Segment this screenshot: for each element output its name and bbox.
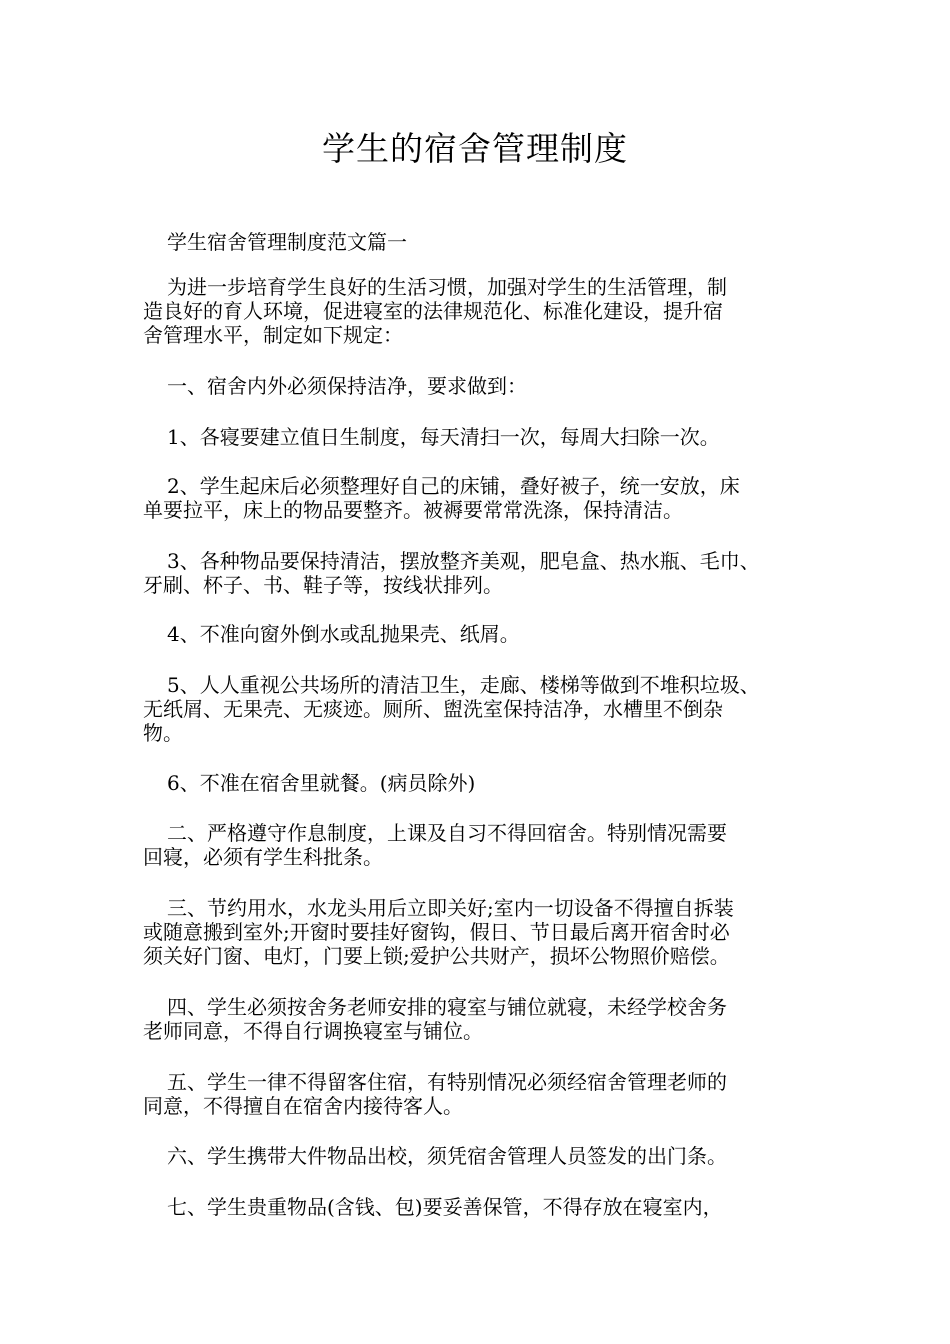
paragraph-line: 六、学生携带大件物品出校，须凭宿舍管理人员签发的出门条。 — [167, 1144, 727, 1168]
section-heading — [143, 230, 833, 254]
paragraph-rule-7 — [143, 1195, 833, 1219]
paragraph-line: 七、学生贵重物品(含钱、包)要妥善保管，不得存放在寝室内， — [167, 1195, 723, 1219]
paragraph-item-3 — [143, 549, 833, 597]
paragraph-line: 一、宿舍内外必须保持洁净，要求做到： — [167, 374, 527, 398]
paragraph-item-5 — [143, 673, 833, 745]
paragraph-line: 物。 — [143, 721, 183, 745]
paragraph-item-4 — [143, 622, 833, 646]
paragraph-line: 单要拉平，床上的物品要整齐。被褥要常常洗涤，保持清洁。 — [143, 498, 683, 522]
paragraph-line: 4、不准向窗外倒水或乱抛果壳、纸屑。 — [167, 622, 520, 646]
document-title: 学生的宿舍管理制度 — [322, 129, 628, 168]
paragraph-line: 回寝，必须有学生科批条。 — [143, 845, 383, 869]
paragraph-rule-5 — [143, 1070, 833, 1118]
paragraph-rule-1 — [143, 374, 833, 398]
paragraph-line: 牙刷、杯子、书、鞋子等，按线状排列。 — [143, 573, 503, 597]
paragraph-line: 或随意搬到室外;开窗时要挂好窗钩，假日、节日最后离开宿舍时必 — [143, 920, 730, 944]
paragraph-item-6 — [143, 771, 833, 795]
paragraph-line: 3、各种物品要保持清洁，摆放整齐美观，肥皂盒、热水瓶、毛巾、 — [167, 549, 760, 573]
paragraph-item-2 — [143, 474, 833, 522]
paragraph-line: 6、不准在宿舍里就餐。(病员除外) — [167, 771, 476, 795]
paragraph-rule-2 — [143, 821, 833, 869]
paragraph-rule-3 — [143, 896, 833, 968]
paragraph-line: 老师同意，不得自行调换寝室与铺位。 — [143, 1019, 483, 1043]
paragraph-intro — [143, 275, 833, 347]
paragraph-line: 舍管理水平，制定如下规定： — [143, 323, 403, 347]
paragraph-line: 同意，不得擅自在宿舍内接待客人。 — [143, 1094, 463, 1118]
paragraph-line: 二、严格遵守作息制度，上课及自习不得回宿舍。特别情况需要 — [167, 821, 727, 845]
paragraph-line: 为进一步培育学生良好的生活习惯，加强对学生的生活管理，制 — [167, 275, 727, 299]
paragraph-line: 学生宿舍管理制度范文篇一 — [167, 230, 407, 254]
paragraph-rule-4 — [143, 995, 833, 1043]
paragraph-line: 无纸屑、无果壳、无痰迹。厕所、盥洗室保持洁净，水槽里不倒杂 — [143, 697, 723, 721]
paragraph-item-1 — [143, 425, 833, 449]
paragraph-line: 5、人人重视公共场所的清洁卫生，走廊、楼梯等做到不堆积垃圾、 — [167, 673, 760, 697]
paragraph-rule-6 — [143, 1144, 833, 1168]
paragraph-line: 五、学生一律不得留客住宿，有特别情况必须经宿舍管理老师的 — [167, 1070, 727, 1094]
paragraph-line: 1、各寝要建立值日生制度，每天清扫一次，每周大扫除一次。 — [167, 425, 720, 449]
paragraph-line: 须关好门窗、电灯，门要上锁;爱护公共财产，损坏公物照价赔偿。 — [143, 944, 730, 968]
paragraph-line: 2、学生起床后必须整理好自己的床铺，叠好被子，统一安放，床 — [167, 474, 740, 498]
paragraph-line: 四、学生必须按舍务老师安排的寝室与铺位就寝，未经学校舍务 — [167, 995, 727, 1019]
paragraph-line: 造良好的育人环境，促进寝室的法律规范化、标准化建设，提升宿 — [143, 299, 723, 323]
paragraph-line: 三、节约用水，水龙头用后立即关好;室内一切设备不得擅自拆装 — [167, 896, 734, 920]
